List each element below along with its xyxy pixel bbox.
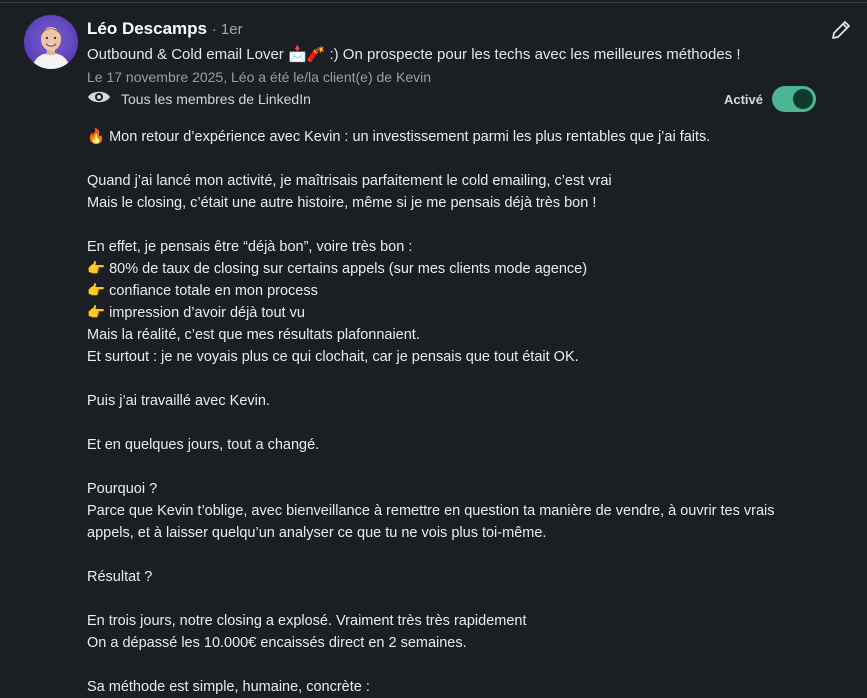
blank-line: [87, 456, 837, 478]
toggle-label: Activé: [723, 91, 763, 107]
blank-line: [87, 544, 837, 566]
post-line: En effet, je pensais être “déjà bon”, voire très bon :: [87, 239, 413, 255]
post-line: Et en quelques jours, tout a changé.: [87, 437, 320, 453]
visibility-setting[interactable]: [87, 89, 311, 108]
post-line: Et surtout : je ne voyais plus ce qui clochait, car je pensais que tout était OK.: [87, 349, 579, 365]
post-line: Parce que Kevin t’oblige, avec bienveillance à remettre en question ta manière de vendre, à ouvrir tes vrais: [87, 503, 775, 519]
blank-line: [87, 148, 837, 170]
author-headline: Outbound & Cold email Lover 📩🧨 :) On prospecte pour les techs avec les meilleures méthodes !: [87, 46, 741, 63]
post-line: Quand j’ai lancé mon activité, je maîtrisais parfaitement le cold emailing, c’est vrai: [87, 173, 612, 189]
post-line: Résultat ?: [87, 569, 153, 585]
toggle-knob: [793, 89, 813, 109]
author-line: [87, 18, 827, 41]
post-line: On a dépassé les 10.000€ encaissés direct en 2 semaines.: [87, 635, 467, 651]
top-divider: [0, 2, 867, 3]
post-line: 👉 impression d’avoir déjà tout vu: [87, 305, 305, 321]
connection-degree: · 1er: [211, 21, 243, 38]
post-header: [87, 18, 827, 87]
blank-line: [87, 214, 837, 236]
author-name[interactable]: Léo Descamps: [87, 19, 207, 38]
blank-line: [87, 654, 837, 676]
post-line: En trois jours, notre closing a explosé. Vraiment très très rapidement: [87, 613, 527, 629]
eye-icon: [87, 89, 111, 108]
post-line: appels, et à laisser quelqu’un analyser ce que tu ne vois plus toi-même.: [87, 525, 547, 541]
blank-line: [87, 588, 837, 610]
avatar[interactable]: [24, 15, 78, 69]
post-line: Mais la réalité, c’est que mes résultats plafonnaient.: [87, 327, 420, 343]
post-line: Sa méthode est simple, humaine, concrète :: [87, 679, 370, 695]
visibility-label: Tous les membres de LinkedIn: [121, 90, 311, 107]
blank-line: [87, 368, 837, 390]
pencil-icon[interactable]: [829, 18, 853, 42]
recommendation-text: [87, 126, 837, 698]
post-line: 🔥 Mon retour d’expérience avec Kevin : un investissement parmi les plus rentables que j’ai faits.: [87, 129, 711, 145]
display-toggle[interactable]: [772, 86, 816, 112]
post-line: Puis j’ai travaillé avec Kevin.: [87, 393, 270, 409]
blank-line: [87, 412, 837, 434]
post-line: 👉 80% de taux de closing sur certains appels (sur mes clients mode agence): [87, 261, 588, 277]
post-line: 👉 confiance totale en mon process: [87, 283, 318, 299]
post-line: Mais le closing, c’était une autre histoire, même si je me pensais déjà très bon !: [87, 195, 597, 211]
recommendation-meta: Le 17 novembre 2025, Léo a été le/la client(e) de Kevin: [87, 69, 432, 85]
post-line: Pourquoi ?: [87, 481, 158, 497]
display-toggle-group: [724, 86, 816, 112]
